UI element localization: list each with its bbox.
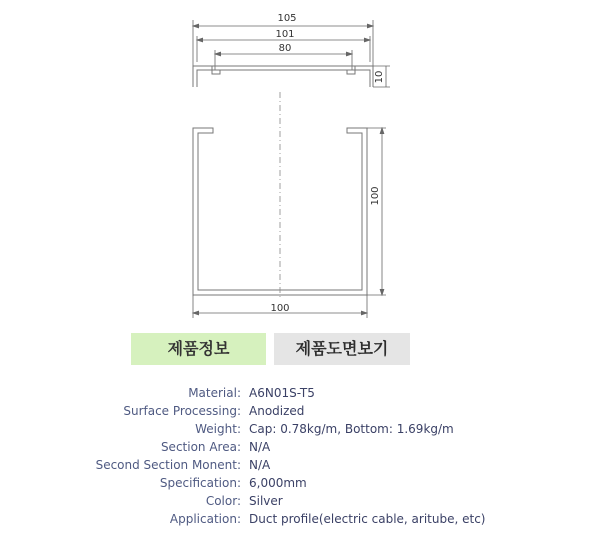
dim-80-label: 80 [278,43,292,54]
spec-value: 6,000mm [249,476,307,490]
spec-label: Weight: [195,422,241,436]
tab-product-info[interactable]: 제품정보 [131,333,266,365]
spec-label: Material: [188,386,241,400]
spec-label: Surface Processing: [123,404,241,418]
spec-row-surface [60,402,485,420]
spec-value: Anodized [249,404,305,418]
spec-value: Duct profile(electric cable, aritube, etc) [249,512,486,526]
spec-value: Cap: 0.78kg/m, Bottom: 1.69kg/m [249,422,454,436]
spec-label: Second Section Monent: [95,458,241,472]
spec-label: Specification: [159,476,241,490]
spec-row-material [60,384,485,402]
spec-row-specification [60,474,485,492]
spec-row-weight [60,420,485,438]
tab-product-drawing[interactable]: 제품도면보기 [274,333,410,365]
dim-105-label: 105 [277,13,297,24]
spec-label: Section Area: [160,440,241,454]
cap-profile [193,66,373,87]
dim-body-height [367,128,386,295]
spec-row-application [60,510,485,528]
spec-value: N/A [249,440,271,454]
spec-row-color [60,492,485,510]
dim-101-label: 101 [275,29,295,40]
spec-label: Color: [205,494,241,508]
dim-10-label: 10 [374,70,385,84]
spec-value: N/A [249,458,271,472]
dim-100-height-label: 100 [370,186,381,206]
spec-row-section-area [60,438,485,456]
spec-value: A6N01S-T5 [249,386,315,400]
spec-row-second-section [60,456,485,474]
spec-label: Application: [169,512,241,526]
dim-100-width-label: 100 [270,303,290,314]
spec-value: Silver [249,494,283,508]
spec-table [60,384,485,528]
